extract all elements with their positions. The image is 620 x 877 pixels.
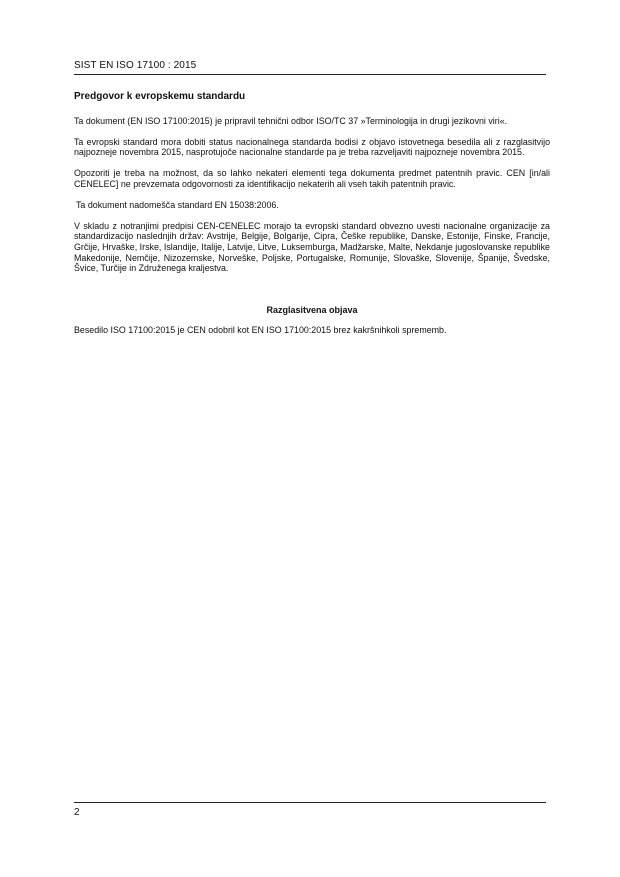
announcement-text: Besedilo ISO 17100:2015 je CEN odobril kot EN ISO 17100:2015 brez kakršnihkoli sprememb. xyxy=(74,325,447,336)
foreword-title: Predgovor k evropskemu standardu xyxy=(74,91,246,102)
foreword-paragraph-3: Opozoriti je treba na možnost, da so lahko nekateri elementi tega dokumenta predmet patentnih pravic. CEN [in/ali CENELEC] ne prevzemata odgovornosti za identifikacijo nekaterih ali vseh takih patentnih pravic. xyxy=(74,168,550,189)
document-header-code: SIST EN ISO 17100 : 2015 xyxy=(74,60,197,71)
foreword-paragraph-5: V skladu z notranjimi predpisi CEN-CENELEC morajo ta evropski standard obvezno uvesti nacionalne organizacije za standardizacijo naslednjih držav: Avstrije, Belgije, Bolgarije, Cipra, Češke republike, Danske, Estonije, Finske, Francije, Grčije, Hrvaške, Irske, Islandije, Italije, Latvije, Litve, Luksemburga, Madžarske, Malte, Nekdanje jugoslovanske republike Makedonije, Nemčije, Nizozemske, Norveške, Poljske, Portugalske, Romunije, Slovaške, Slovenije, Španije, Švedske, Švice, Turčije in Združenega kraljestva. xyxy=(74,220,550,274)
announcement-title: Razglasitvena objava xyxy=(266,304,358,315)
foreword-paragraph-4: Ta dokument nadomešča standard EN 15038:2006. xyxy=(76,199,279,210)
header-divider xyxy=(74,74,546,75)
footer-divider xyxy=(74,802,546,803)
foreword-paragraph-2: Ta evropski standard mora dobiti status nacionalnega standarda bodisi z objavo istovetnega besedila ali z razglasitvijo najpozneje novembra 2015, nasprotujoče nacionalne standarde pa je treba razveljaviti najpozneje novembra 2015. xyxy=(74,136,550,158)
page-content xyxy=(74,92,550,346)
foreword-paragraph-1: Ta dokument (EN ISO 17100:2015) je pripravil tehnični odbor ISO/TC 37 »Terminologija in drugi jezikovni viri«. xyxy=(74,115,508,126)
page-number: 2 xyxy=(74,807,80,818)
